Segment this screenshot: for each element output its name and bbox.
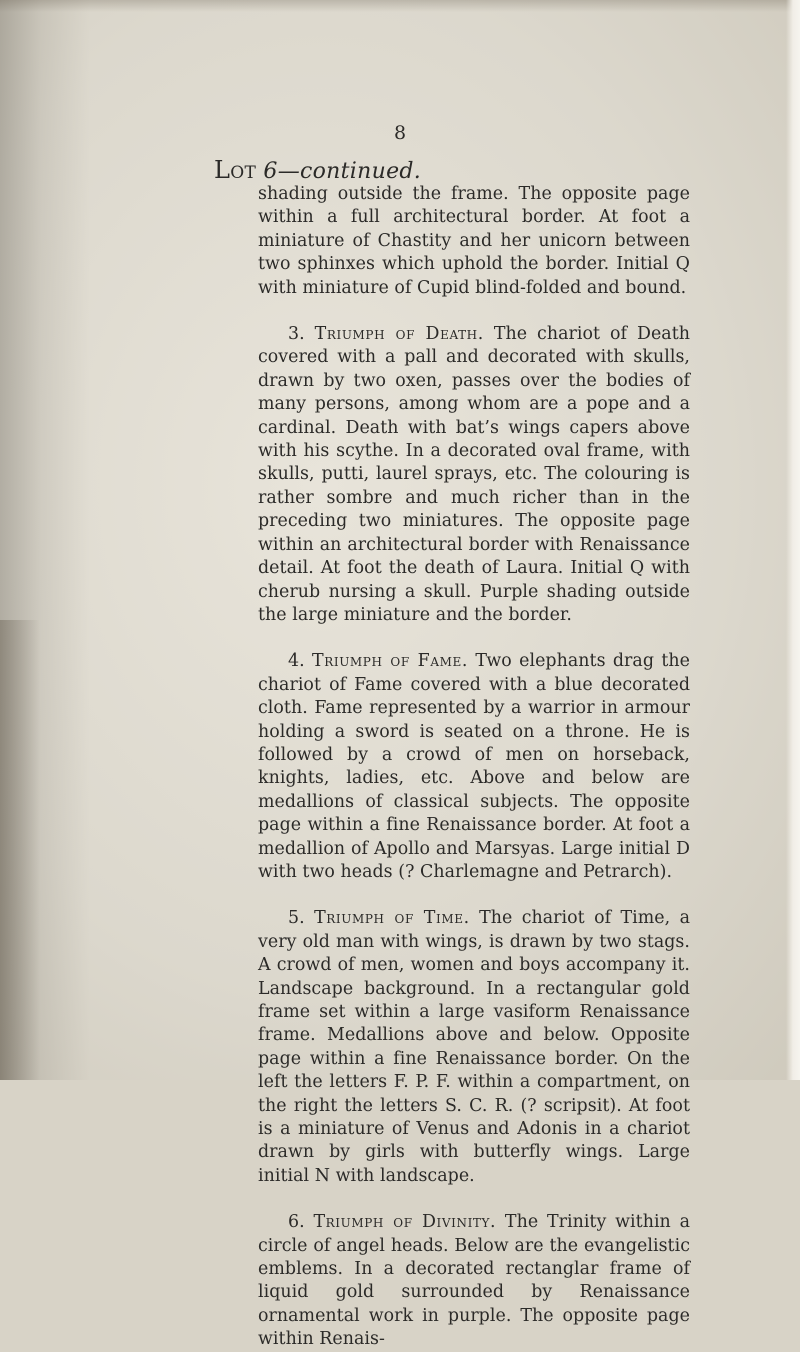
paragraph-heading: Triumph of Fame. xyxy=(312,651,468,672)
paragraph-number: 5. xyxy=(288,908,315,929)
paragraph-number: 6. xyxy=(288,1212,314,1233)
paragraph-triumph-of-time xyxy=(258,907,690,1188)
running-head-continuation: 6—continued. xyxy=(256,159,422,184)
paragraph-heading: Triumph of Death. xyxy=(314,324,484,345)
paragraph-text: Two elephants drag the chariot of Fame covered with a blue decorated cloth. Fame represented by a warrior in armour holding a sword is seated on a throne. He is followed by a crowd of men on horseback, knights, ladies, etc. Above and below are medallions of classical subjects. The opposite page within a fine Renaissance border. At foot a medallion of Apollo and Marsyas. Large initial D with two heads (? Charlemagne and Petrarch). xyxy=(258,651,690,882)
running-head-lot: Lot xyxy=(214,156,257,184)
paragraph-heading: Triumph of Time. xyxy=(314,908,470,929)
right-page-edge xyxy=(786,0,800,1080)
text-block xyxy=(258,183,690,1352)
running-head xyxy=(214,156,421,184)
paragraph-continued xyxy=(258,183,690,300)
paragraph-heading: Triumph of Divinity. xyxy=(313,1212,497,1233)
paragraph-number: 3. xyxy=(288,324,315,345)
paragraph-text: shading outside the frame. The opposite page within a full architectural border. At foot a miniature of Chastity and her unicorn between two sphinxes which uphold the border. Initial Q with miniature of Cupid blind-folded and bound. xyxy=(258,184,690,298)
paragraph-number: 4. xyxy=(288,651,313,672)
paragraph-triumph-of-fame xyxy=(258,650,690,884)
paragraph-triumph-of-death xyxy=(258,323,690,627)
page-number: 8 xyxy=(393,122,407,144)
top-edge-shadow xyxy=(0,0,800,12)
paragraph-text: The chariot of Death covered with a pall and decorated with skulls, drawn by two oxen, passes over the bodies of many persons, among whom are a pope and a cardinal. Death with bat’s wings capers above with his scythe. In a decorated oval frame, with skulls, putti, laurel sprays, etc. The colouring is rather sombre and much richer than in the preceding two miniatures. The opposite page within an architectural border with Renaissance detail. At foot the death of Laura. Initial Q with cherub nursing a skull. Purple shading outside the large miniature and the border. xyxy=(258,324,690,625)
left-edge-shadow xyxy=(0,620,40,1080)
paragraph-text: The chariot of Time, a very old man with wings, is drawn by two stags. A crowd of men, women and boys accompany it. Landscape background. In a rectangular gold frame set within a large vasiform Renaissance frame. Medallions above and below. Opposite page within a fine Renaissance border. On the left the letters F. P. F. within a compartment, on the right the letters S. C. R. (? scripsit). At foot is a miniature of Venus and Adonis in a chariot drawn by girls with butterfly wings. Large initial N with landscape. xyxy=(258,908,690,1186)
paragraph-text: The Trinity within a circle of angel heads. Below are the evangelistic emblems. In a decorated rectanglar frame of liquid gold surrounded by Renaissance ornamental work in purple. The opposite page within Renais- xyxy=(258,1212,690,1350)
paragraph-triumph-of-divinity xyxy=(258,1211,690,1351)
